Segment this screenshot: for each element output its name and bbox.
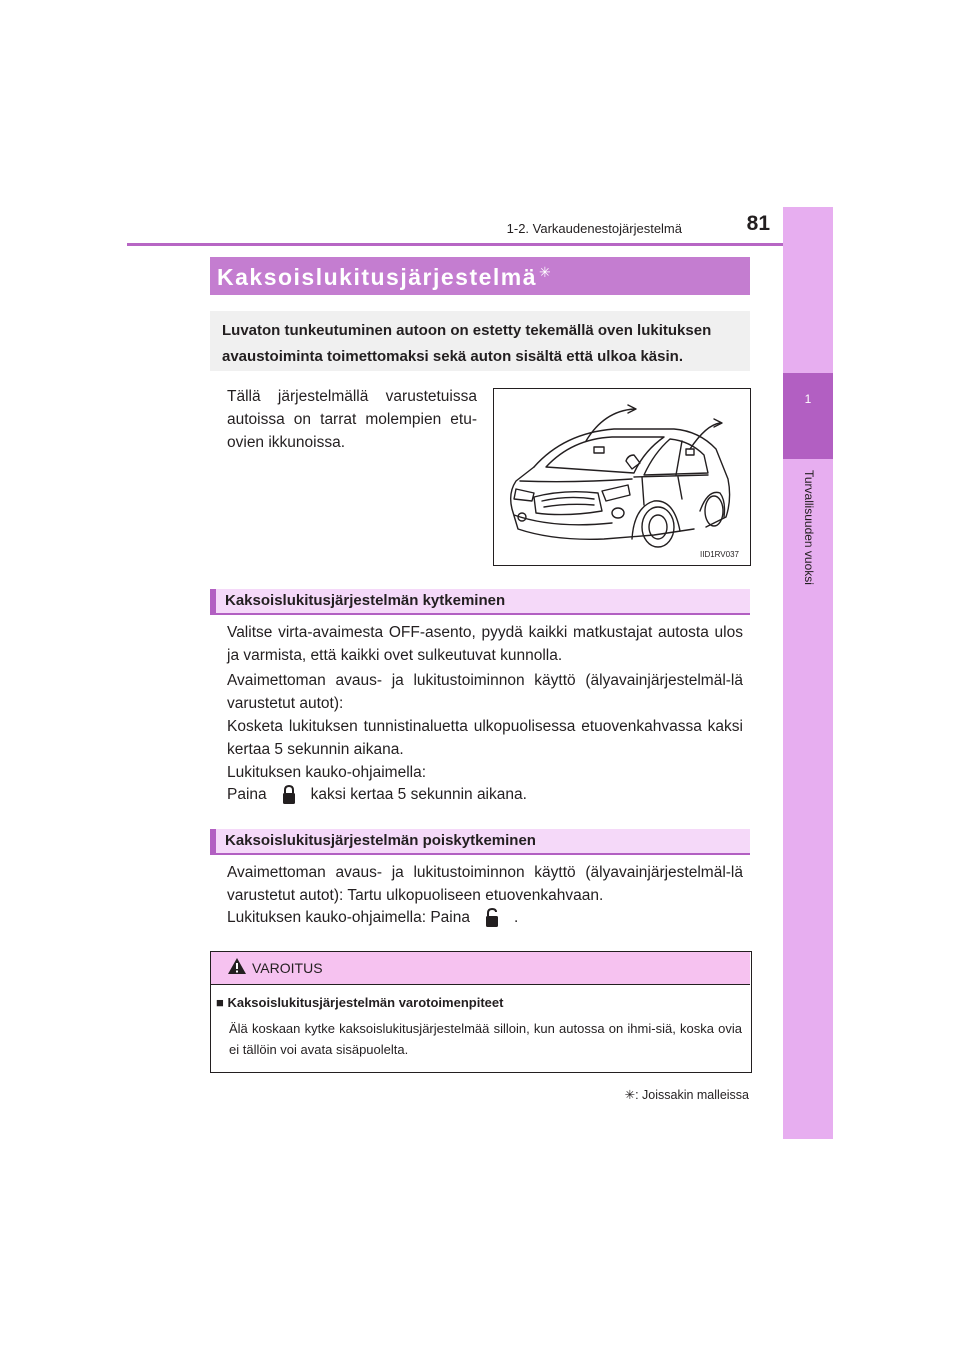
car-drawing-icon xyxy=(494,389,750,565)
lock-icon xyxy=(273,784,305,806)
header-rule xyxy=(127,243,833,246)
optional-feature-star-icon: ✳ xyxy=(539,264,553,280)
deactivate-paragraph-1: Avaimettoman avaus- ja lukitustoiminnon käyttö (älyavainjärjestelmäl-lä varustetut autot): Tartu ulkopuoliseen etuovenkahvaan. xyxy=(227,864,743,904)
deactivate-press-suffix: . xyxy=(513,909,519,926)
warning-triangle-icon xyxy=(227,957,247,980)
footnote: ✳: Joissakin malleissa xyxy=(624,1088,749,1102)
image-code: IID1RV037 xyxy=(700,550,739,559)
intro-text: Luvaton tunkeutuminen autoon on estetty tekemällä oven lukituksen avaustoiminta toimettomaksi sekä auton sisältä että ulkoa käsin. xyxy=(222,322,712,365)
page-title xyxy=(217,264,552,291)
activate-press-label: Paina xyxy=(227,786,267,803)
activate-paragraph-4: Lukituksen kauko-ohjaimella: xyxy=(227,764,427,781)
car-illustration xyxy=(493,388,751,566)
caution-title: VAROITUS xyxy=(252,960,323,976)
page-number: 81 xyxy=(746,212,770,235)
deactivate-heading-mark xyxy=(210,829,216,855)
page-title-text: Kaksoislukitusjärjestelmä xyxy=(217,264,538,290)
deactivate-paragraph-2 xyxy=(227,906,743,929)
caution-body: Älä koskaan kytke kaksoislukitusjärjestelmää silloin, kun autossa on ihmi-siä, koska ovia ei tällöin voi avata sisäpuolelta. xyxy=(229,1021,742,1057)
car-description: Tällä järjestelmällä varustetuissa autoissa on tarrat molempien etu-ovien ikkunoissa. xyxy=(227,388,477,451)
chapter-number: 1 xyxy=(804,392,812,406)
chapter-label: Turvallisuuden vuoksi xyxy=(802,470,816,585)
deactivate-heading: Kaksoislukitusjärjestelmän poiskytkeminen xyxy=(225,832,536,849)
caution-subheading: ■ Kaksoislukitusjärjestelmän varotoimenpiteet xyxy=(216,995,504,1010)
activate-press-suffix: kaksi kertaa 5 sekunnin aikana. xyxy=(310,786,527,803)
chapter-side-tab xyxy=(783,207,833,1139)
header-section-title: 1-2. Varkaudenestojärjestelmä xyxy=(506,221,682,236)
activate-heading: Kaksoislukitusjärjestelmän kytkeminen xyxy=(225,592,506,609)
activate-heading-mark xyxy=(210,589,216,615)
activate-paragraph-5 xyxy=(227,783,743,806)
activate-paragraph-1: Valitse virta-avaimesta OFF-asento, pyydä kaikki matkustajat autosta ulos ja varmista, että kaikki ovet sulkeutuvat kunnolla. xyxy=(227,624,743,664)
unlock-icon xyxy=(476,907,508,929)
deactivate-press-label: Lukituksen kauko-ohjaimella: Paina xyxy=(227,909,470,926)
activate-paragraph-3: Kosketa lukituksen tunnistinaluetta ulkopuolisessa etuovenkahvassa kaksi kertaa 5 sekunnin aikana. xyxy=(227,718,743,758)
chapter-side-tab-active xyxy=(783,373,833,459)
activate-paragraph-2: Avaimettoman avaus- ja lukitustoiminnon käyttö (älyavainjärjestelmäl-lä varustetut autot): xyxy=(227,672,743,712)
